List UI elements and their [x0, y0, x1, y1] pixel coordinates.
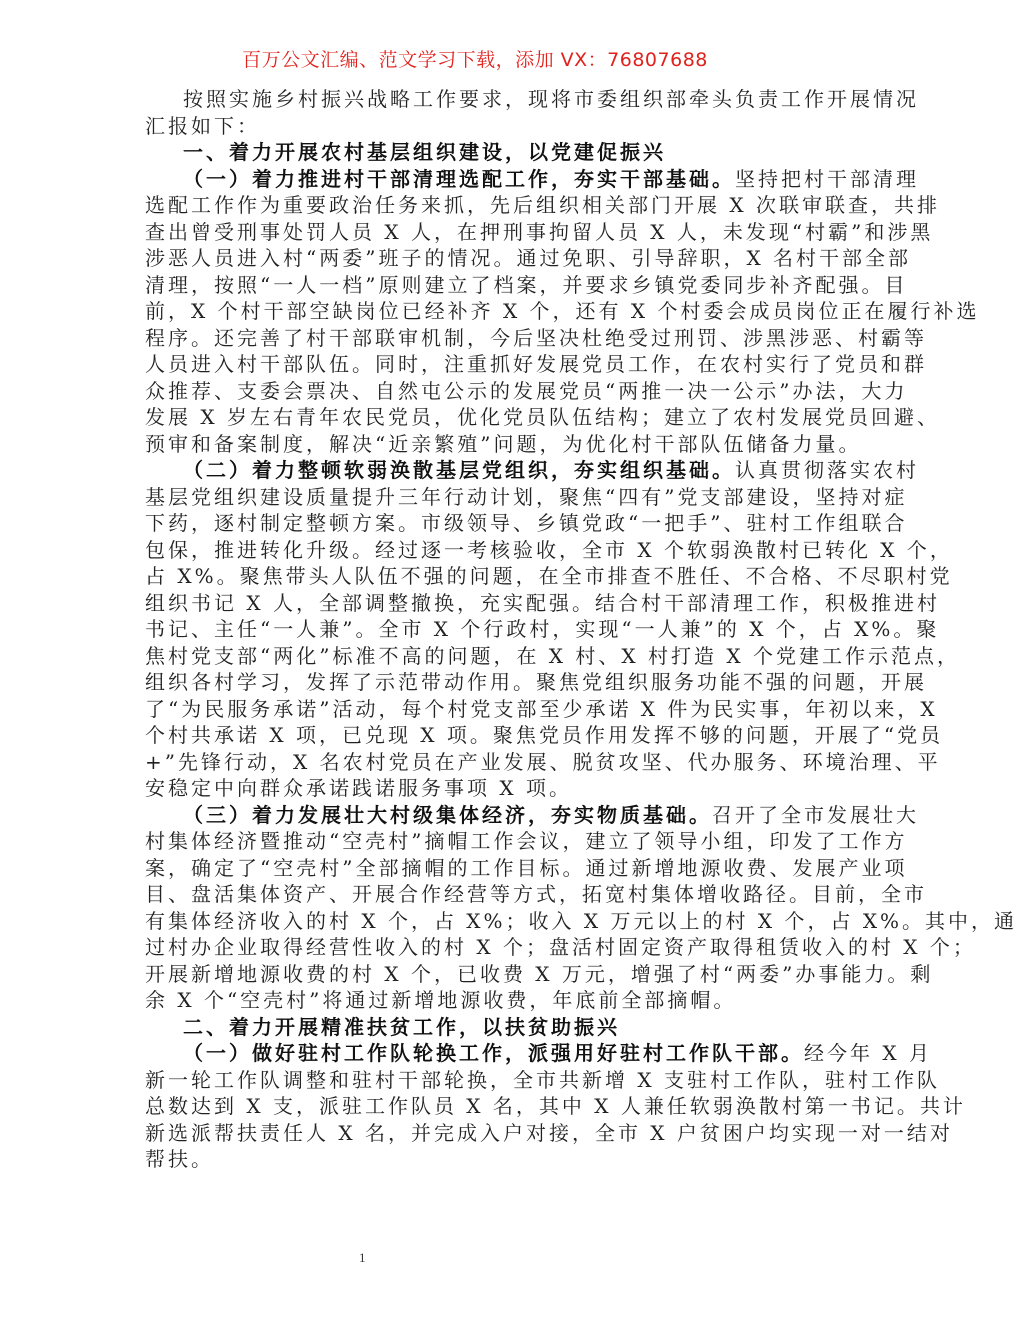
section-heading [145, 139, 805, 166]
line-text: 组织书记 X 人，全部调整撤换，充实配强。结合村干部清理工作，积极推进村 [145, 590, 940, 615]
line-text: 清理，按照“一人一档”原则建立了档案，并要求乡镇党委同步补齐配强。目 [145, 272, 908, 297]
text-line [145, 696, 938, 723]
text-line [145, 828, 908, 855]
line-text: 预审和备案制度，解决“近亲繁殖”问题，为优化村干部队伍储备力量。 [145, 431, 862, 456]
text-line [145, 166, 919, 193]
line-text: 选配工作作为重要政治任务来抓，先后组织相关部门开展 X 次联审联查，共排 [145, 193, 940, 217]
line-text: 总数达到 X 支，派驻工作队员 X 名，其中 X 人兼任软弱涣散村第一书记。共计 [145, 1094, 966, 1118]
line-text: 基层党组织建设质量提升三年行动计划，聚焦“四有”党支部建设，坚持对症 [145, 484, 908, 509]
subsection-title: （一）着力推进村干部清理选配工作，夯实干部基础。 [183, 166, 735, 191]
text-line [145, 616, 940, 643]
text-line [145, 934, 976, 961]
line-text: 二、着力开展精准扶贫工作，以扶贫助振兴 [183, 1014, 620, 1039]
text-line [145, 192, 940, 219]
text-line [145, 590, 940, 617]
line-text: 书记、主任“一人兼”。全市 X 个行政村，实现“一人兼”的 X 个，占 X%。聚 [145, 617, 940, 641]
text-line [145, 245, 912, 272]
line-text: 涉恶人员进入村“两委”班子的情况。通过免职、引导辞职，X 名村干部全部 [145, 246, 912, 270]
line-text: 村集体经济暨推动“空壳村”摘帽工作会议，建立了领导小组，印发了工作方 [145, 829, 908, 853]
text-line [145, 484, 908, 511]
document-body [145, 86, 1017, 1173]
text-line [145, 1067, 940, 1094]
line-text: 目、盘活集体资产、开展合作经营等方式，拓宽村集体增收路径。目前，全市 [145, 882, 927, 906]
text-line [145, 802, 919, 829]
line-text: 一、着力开展农村基层组织建设，以党建促振兴 [183, 140, 666, 164]
text-line [145, 775, 805, 802]
text-line [145, 351, 927, 378]
text-line [145, 537, 953, 564]
text-line [145, 1120, 953, 1147]
line-text: 余 X 个“空壳村”将通过新增地源收费，年底前全部摘帽。 [145, 988, 737, 1012]
text-line [145, 563, 953, 590]
text-line [145, 987, 805, 1014]
line-text: 安稳定中向群众承诺践诺服务事项 X 项。 [145, 776, 572, 800]
text-line [145, 404, 940, 431]
subsection-title: （二）着力整顿软弱涣散基层党组织，夯实组织基础。 [183, 458, 735, 482]
text-line [145, 272, 908, 299]
text-line [145, 749, 941, 776]
line-text: 程序。还完善了村干部联审机制，今后坚决杜绝受过刑罚、涉黑涉恶、村霸等 [145, 325, 927, 350]
line-text: 案，确定了“空壳村”全部摘帽的工作目标。通过新增地源收费、发展产业项 [145, 855, 908, 880]
line-text: 新一轮工作队调整和驻村干部轮换，全市共新增 X 支驻村工作队，驻村工作队 [145, 1067, 940, 1092]
line-text: 开展新增地源收费的村 X 个，已收费 X 万元，增强了村“两委”办事能力。剩 [145, 961, 934, 986]
line-text: 焦村党支部“两化”标准不高的问题，在 X 村、X 村打造 X 个党建工作示范点， [145, 643, 960, 668]
text-line [145, 881, 927, 908]
line-text: 帮扶。 [145, 1147, 214, 1171]
subsection-title: （一）做好驻村工作队轮换工作，派强用好驻村工作队干部。 [183, 1041, 804, 1065]
text-line [145, 86, 919, 113]
line-text: 经今年 X 月 [804, 1041, 932, 1065]
section-heading [145, 1014, 805, 1041]
line-text: 前，X 个村干部空缺岗位已经补齐 X 个，还有 X 个村委会成员岗位正在履行补选 [145, 299, 980, 323]
text-line [145, 378, 908, 405]
text-line [145, 457, 919, 484]
line-text: 认真贯彻落实农村 [735, 458, 919, 482]
line-text: 查出曾受刑事处罚人员 X 人，在押刑事拘留人员 X 人，未发现“村霸”和涉黑 [145, 219, 934, 244]
text-line [145, 298, 980, 325]
text-line [145, 1040, 932, 1067]
line-text: 人员进入村干部队伍。同时，注重抓好发展党员工作，在农村实行了党员和群 [145, 352, 927, 376]
line-text: 有集体经济收入的村 X 个，占 X%；收入 X 万元以上的村 X 个，占 X%。其中，通 [145, 908, 1017, 933]
text-line [145, 722, 944, 749]
line-text: 发展 X 岁左右青年农民党员，优化党员队伍结构；建立了农村发展党员回避、 [145, 405, 940, 429]
line-text: 下药，逐村制定整顿方案。市级领导、乡镇党政“一把手”、驻村工作组联合 [145, 511, 908, 535]
line-text: 坚持把村干部清理 [735, 166, 919, 191]
line-text: 占 X%。聚焦带头人队伍不强的问题，在全市排查不胜任、不合格、不尽职村党 [145, 564, 953, 588]
page-number: 1 [359, 1250, 366, 1265]
text-line [145, 961, 934, 988]
text-line [145, 643, 960, 670]
promo-banner: 百万公文汇编、范文学习下载，添加 VX：76807688 [242, 49, 708, 71]
text-line [145, 113, 805, 140]
subsection-title: （三）着力发展壮大村级集体经济，夯实物质基础。 [183, 802, 712, 827]
line-text: 个村共承诺 X 项，已兑现 X 项。聚焦党员作用发挥不够的问题，开展了“党员 [145, 723, 944, 747]
line-text: 汇报如下： [145, 113, 260, 138]
line-text: +”先锋行动，X 名农村党员在产业发展、脱贫攻坚、代办服务、环境治理、平 [145, 749, 941, 774]
text-line [145, 1146, 805, 1173]
line-text: 按照实施乡村振兴战略工作要求，现将市委组织部牵头负责工作开展情况 [183, 87, 919, 111]
text-line [145, 1093, 966, 1120]
line-text: 包保，推进转化升级。经过逐一考核验收，全市 X 个软弱涣散村已转化 X 个， [145, 537, 953, 562]
text-line [145, 510, 908, 537]
text-line [145, 855, 908, 882]
line-text: 组织各村学习，发挥了示范带动作用。聚焦党组织服务功能不强的问题，开展 [145, 670, 927, 694]
line-text: 过村办企业取得经营性收入的村 X 个；盘活村固定资产取得租赁收入的村 X 个； [145, 935, 976, 959]
line-text: 众推荐、支委会票决、自然屯公示的发展党员“两推一决一公示”办法，大力 [145, 378, 908, 403]
text-line [145, 669, 927, 696]
text-line [145, 219, 934, 246]
line-text: 召开了全市发展壮大 [712, 802, 919, 827]
text-line [145, 325, 927, 352]
line-text: 了“为民服务承诺”活动，每个村党支部至少承诺 X 件为民实事，年初以来，X [145, 696, 938, 721]
text-line [145, 431, 862, 458]
line-text: 新选派帮扶责任人 X 名，并完成入户对接，全市 X 户贫困户均实现一对一结对 [145, 1120, 953, 1145]
text-line [145, 908, 1017, 935]
